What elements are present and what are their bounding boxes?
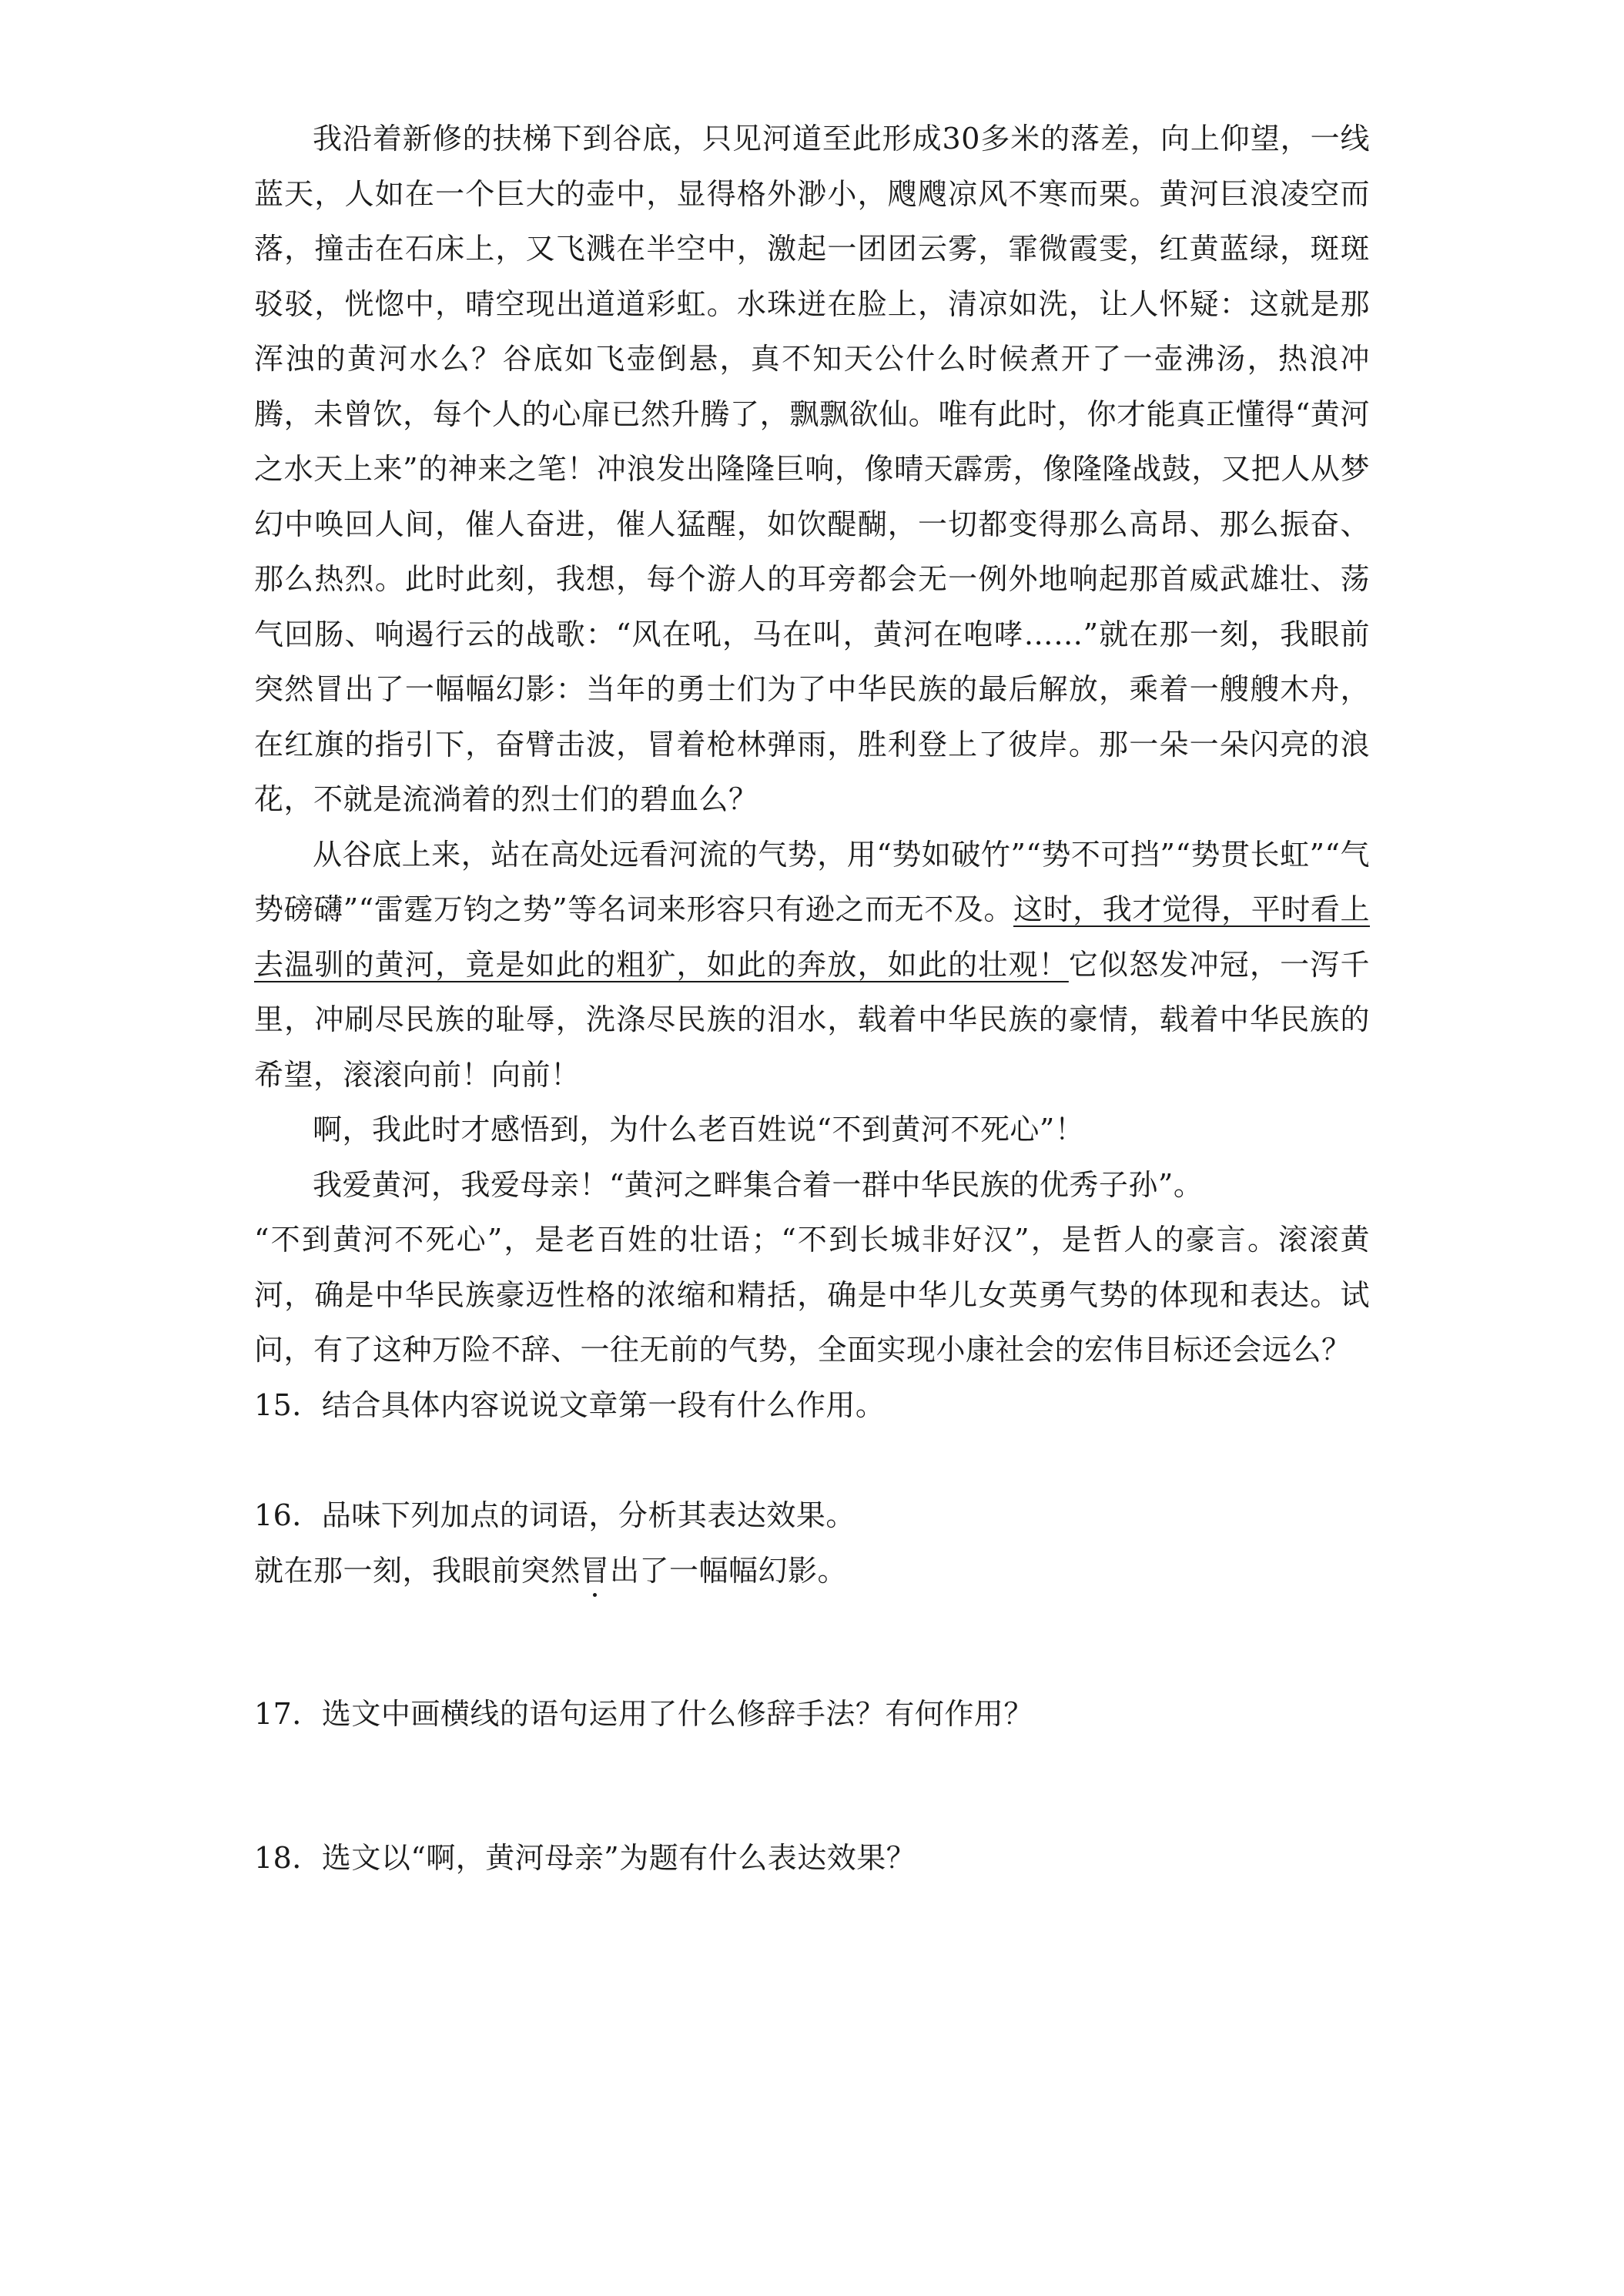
question-16: 16．品味下列加点的词语，分析其表达效果。	[254, 1498, 856, 1532]
question-17: 17．选文中画横线的语句运用了什么修辞手法？有何作用？	[254, 1697, 1033, 1731]
dotted-word: 冒	[580, 1553, 611, 1588]
q16-sentence-start: 就在那一刻，我眼前突然	[254, 1553, 581, 1588]
paragraph-2-intro: 从谷底上来，站在高处远看河流的气势，用“势如破竹”“势不可挡”“势贯长虹”“气势磅礴”“雷霆万钧之势”等名词来形容只有逊之而无不及。	[254, 837, 1370, 926]
question-18: 18．选文以“啊，黄河母亲”为题有什么表达效果？	[254, 1840, 916, 1875]
underlined-sentence: 这时，我才觉得，平时看上去温驯的黄河，竟是如此的粗犷，如此的奔放，如此的壮观！	[254, 892, 1370, 982]
passage-paragraph-4: 我爱黄河，我爱母亲！“黄河之畔集合着一群中华民族的优秀子孙”。	[313, 1167, 1204, 1202]
q16-sentence-end: 出了一幅幅幻影。	[610, 1553, 848, 1588]
question-15: 15．结合具体内容说说文章第一段有什么作用。	[254, 1387, 886, 1422]
question-16-sentence	[254, 1544, 1370, 1599]
passage-paragraph-3: 啊，我此时才感悟到，为什么老百姓说“不到黄河不死心”！	[313, 1113, 1085, 1146]
answer-space-16	[254, 1598, 1370, 1687]
paragraph-2-rest: 它似怒发冲冠，一泻千里，冲刷尽民族的耻辱，洗涤尽民族的泪水，载着中华民族的豪情，载着中华民族的希望，滚滚向前！向前！	[254, 947, 1370, 1092]
answer-space-15	[254, 1433, 1370, 1488]
passage-paragraph-5: “不到黄河不死心”，是老百姓的壮语；“不到长城非好汉”，是哲人的豪言。滚滚黄河，确是中华民族豪迈性格的浓缩和精括，确是中华儿女英勇气势的体现和表达。试问，有了这种万险不辞、一往无前的气势，全面实现小康社会的宏伟目标还会远么？	[254, 1223, 1370, 1367]
passage-paragraph-2	[254, 828, 1370, 1103]
answer-space-17	[254, 1742, 1370, 1831]
passage-paragraph-1: 我沿着新修的扶梯下到谷底，只见河道至此形成30多米的落差，向上仰望，一线蓝天，人如在一个巨大的壶中，显得格外渺小，飕飕凉风不寒而栗。黄河巨浪凌空而落，撞击在石床上，又飞溅在半空中，激起一团团云雾，霏微霞雯，红黄蓝绿，斑斑驳驳，恍惚中，晴空现出道道彩虹。水珠迸在脸上，清凉如洗，让人怀疑：这就是那浑浊的黄河水么？谷底如飞壶倒悬，真不知天公什么时候煮开了一壶沸汤，热浪冲腾，未曾饮，每个人的心扉已然升腾了，飘飘欲仙。唯有此时，你才能真正懂得“黄河之水天上来”的神来之笔！冲浪发出隆隆巨响，像晴天霹雳，像隆隆战鼓，又把人从梦幻中唤回人间，催人奋进，催人猛醒，如饮醍醐，一切都变得那么高昂、那么振奋、那么热烈。此时此刻，我想，每个游人的耳旁都会无一例外地响起那首威武雄壮、荡气回肠、响遏行云的战歌：“风在吼，马在叫，黄河在咆哮……”就在那一刻，我眼前突然冒出了一幅幅幻影：当年的勇士们为了中华民族的最后解放，乘着一艘艘木舟，在红旗的指引下，奋臂击波，冒着枪林弹雨，胜利登上了彼岸。那一朵一朵闪亮的浪花，不就是流淌着的烈士们的碧血么？	[254, 122, 1370, 816]
